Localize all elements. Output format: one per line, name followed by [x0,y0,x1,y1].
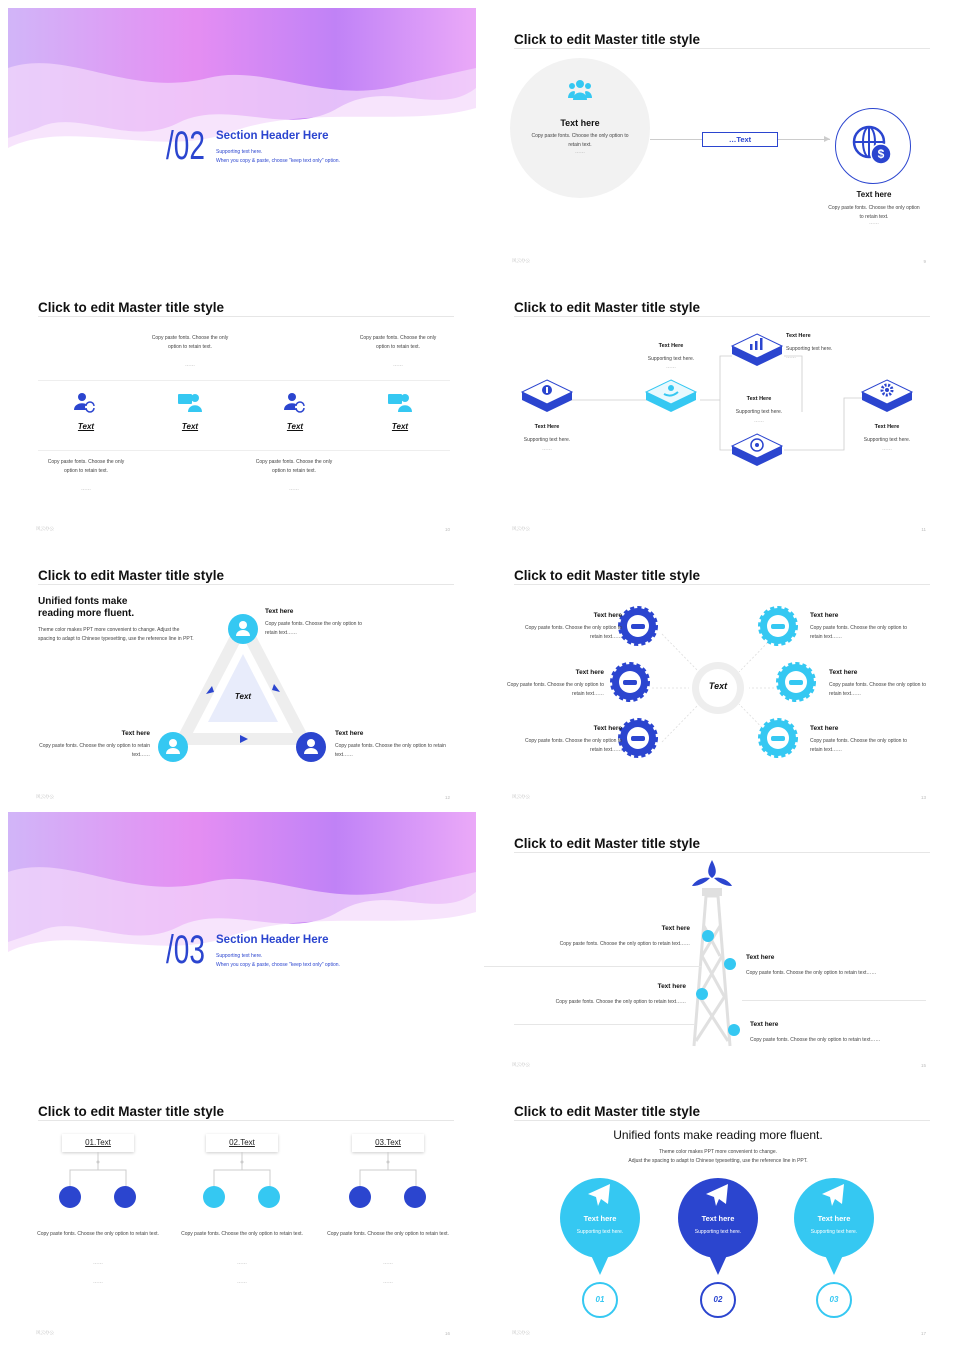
dots: …… [93,1279,103,1285]
left-body: Copy paste fonts. Choose the only option to retain text…… [39,743,150,758]
gear-car-icon [758,606,798,646]
slide-15[interactable] [484,812,952,1076]
step-number: 03 [816,1282,852,1318]
heading: Unified fonts make reading more fluent. [38,596,135,619]
slide-title: Click to edit Master title style [514,836,701,851]
profile-icon [258,1186,280,1208]
globe-dollar-icon [851,124,895,168]
slide-title: Click to edit Master title style [514,300,701,315]
item-label: Text [77,422,95,431]
footer-logo: 风云办公 [512,794,530,799]
page-number: 12 [444,795,450,800]
team-icon [568,78,592,100]
slide-12[interactable] [8,544,476,808]
pin-sub: Supporting text here. [694,1229,742,1235]
user-screen-icon [178,392,202,414]
node3-title: Text Here [786,333,811,339]
pin-sub: Supporting text here. [576,1229,624,1235]
title-rule [514,48,930,49]
profile-icon [114,1186,136,1208]
item-title: Text here [593,612,622,619]
user-screen-icon [388,392,412,414]
right-title: Text here [335,730,364,737]
page-number: 13 [920,795,926,800]
text-box: …Text [702,132,778,147]
item-body: Copy paste fonts. Choose the only option to retain text…… [559,941,690,947]
top-right-body: Copy paste fonts. Choose the only option to retain text. [359,335,437,350]
iso-tile-hand-icon [644,376,698,416]
group-body: Copy paste fonts. Choose the only option to retain text. [327,1231,449,1237]
top-title: Text here [265,608,294,615]
body-text: Theme color makes PPT more convenient to change. Adjust the spacing to adapt to Chinese typesetting, use the reference line in PPT. [38,627,194,642]
item-body: Copy paste fonts. Choose the only option to retain text…… [506,682,604,697]
bottom-left-body: Copy paste fonts. Choose the only option to retain text. [47,459,125,474]
gear-car-icon [776,662,816,702]
dots: …… [383,1260,393,1266]
item-body: Copy paste fonts. Choose the only option to retain text…… [810,738,908,753]
slide-10[interactable] [8,276,476,540]
slide-16[interactable] [8,1080,476,1344]
section-number: /03 [166,928,205,972]
mail-marker-icon [728,1024,740,1036]
node4-sub: Supporting text here. [735,409,783,415]
footer-logo: 风云办公 [36,794,54,799]
gear-car-icon [618,718,658,758]
bottom-right-body: Copy paste fonts. Choose the only option to retain text. [255,459,333,474]
group-label: 03.Text [352,1134,424,1152]
dots: …… [393,362,403,368]
title-rule [38,584,454,585]
node4-title: Text Here [746,396,772,402]
item-title: Text here [810,612,839,619]
mail-marker-icon [702,930,714,942]
slide-title: Click to edit Master title style [514,568,701,583]
footer-logo: 风云办公 [512,258,530,263]
tree-connector [346,1152,430,1188]
mail-marker-icon [724,958,736,970]
item-title: Text here [810,725,839,732]
node5-title: Text Here [874,424,900,430]
supporting-text: Supporting text here. [216,953,263,959]
item-body: Copy paste fonts. Choose the only option to retain text…… [555,999,686,1005]
section-header: Section Header Here [216,130,329,142]
item-title: Text here [750,1021,779,1028]
heading: Unified fonts make reading more fluent. [613,1128,823,1142]
dots: …… [383,1279,393,1285]
item-body: Copy paste fonts. Choose the only option to retain text…… [746,970,877,976]
slide-title: Click to edit Master title style [38,300,225,315]
profile-icon [59,1186,81,1208]
pin-title: Text here [817,1214,851,1223]
rule-bottom [38,450,450,451]
profile-icon [203,1186,225,1208]
section-header: Section Header Here [216,934,329,946]
group-label: 02.Text [206,1134,278,1152]
item-body: Copy paste fonts. Choose the only option to retain text…… [524,625,622,640]
title-rule [514,1120,930,1121]
dots: …… [754,418,764,424]
node3-sub: Supporting text here. [786,346,833,352]
dots: …… [542,446,552,452]
item-body: Copy paste fonts. Choose the only option to retain text…… [810,625,908,640]
right-title: Text here [856,190,892,199]
rule-3 [514,1024,694,1025]
item-title: Text here [829,669,858,676]
paper-plane-icon [706,1184,730,1206]
brush-background [8,812,476,972]
node1-sub: Supporting text here. [523,437,571,443]
dots: …… [237,1260,247,1266]
group-label: 01.Text [62,1134,134,1152]
top-node-circle [228,614,258,644]
slide-9[interactable] [484,8,952,272]
iso-tile-chart-icon [730,330,784,370]
top-left-body: Copy paste fonts. Choose the only option to retain text. [151,335,229,350]
item-title: Text here [593,725,622,732]
footer-logo: 风云办公 [512,1330,530,1335]
top-body: Copy paste fonts. Choose the only option to retain text…… [265,621,363,636]
gear-car-icon [610,662,650,702]
gear-car-icon [618,606,658,646]
item-label: Text [181,422,199,431]
person-icon [158,732,188,762]
brush-background [8,8,476,168]
profile-icon [404,1186,426,1208]
gear-car-icon [758,718,798,758]
page-number: 11 [921,527,926,532]
rule-top [38,380,450,381]
node2-title: Text Here [658,343,684,349]
slide-title: Click to edit Master title style [514,32,701,47]
tree-connector [56,1152,140,1188]
page-number: 10 [444,527,450,532]
center-gear-label: Text [708,681,728,691]
right-dots: …… [869,220,879,226]
person-icon [296,732,326,762]
left-node-circle [158,732,188,762]
svg-text:$: $ [877,147,885,161]
slide-11[interactable] [484,276,952,540]
step-number: 01 [582,1282,618,1318]
left-dots: …… [575,149,585,155]
footer-logo: 风云办公 [36,1330,54,1335]
item-title: Text here [746,954,775,961]
title-rule [38,316,454,317]
node1-title: Text Here [534,424,560,430]
paper-plane-icon [588,1184,612,1206]
section-number: /02 [166,124,205,168]
left-body: Copy paste fonts. Choose the only option to retain text. [531,133,629,148]
item-title: Text here [661,925,690,932]
supporting-text-2: When you copy & paste, choose "keep text only" option. [216,962,340,968]
slide-section-03[interactable] [8,812,476,1076]
slide-title: Click to edit Master title style [514,1104,701,1119]
item-label: Text [286,422,304,431]
pin-sub: Supporting text here. [810,1229,858,1235]
iso-tile-person-icon [520,376,574,416]
paper-plane-icon [822,1184,846,1206]
pin-title: Text here [701,1214,735,1223]
page-number: 17 [920,1331,926,1336]
group-body: Copy paste fonts. Choose the only option to retain text. [181,1231,303,1237]
group-body: Copy paste fonts. Choose the only option to retain text. [37,1231,159,1237]
footer-logo: 风云办公 [512,526,530,531]
left-title: Text here [560,118,600,128]
left-title: Text here [121,730,150,737]
person-icon [228,614,258,644]
step-number: 02 [700,1282,736,1318]
footer-logo: 风云办公 [512,1062,530,1067]
right-body: Copy paste fonts. Choose the only option to retain text…… [335,743,446,758]
item-title: Text here [575,669,604,676]
slide-section-02[interactable] [8,8,476,272]
rule-2 [742,1000,926,1001]
dots: …… [93,1260,103,1266]
user-sync-icon [74,392,96,414]
triangle-center-label: Text [234,692,252,701]
right-node-circle [296,732,326,762]
node5-sub: Supporting text here. [863,437,911,443]
dots: …… [81,486,91,492]
item-title: Text here [657,983,686,990]
dots: …… [289,486,299,492]
flow-connectors [484,316,952,516]
arrow-head [824,136,830,142]
pin-title: Text here [583,1214,617,1223]
page-number: 9 [923,259,926,264]
supporting-text-2: When you copy & paste, choose "keep text only" option. [216,158,340,164]
title-rule [514,852,930,853]
title-rule [38,1120,454,1121]
item-body: Copy paste fonts. Choose the only option to retain text…… [524,738,622,753]
right-body: Copy paste fonts. Choose the only option to retain text. [828,205,920,220]
dots: …… [786,354,796,360]
slide-title: Click to edit Master title style [38,568,225,583]
dots: …… [882,446,892,452]
user-sync-icon [284,392,306,414]
line-2: Adjust the spacing to adapt to Chinese typesetting, use the reference line in PPT. [628,1158,808,1164]
slide-title: Click to edit Master title style [38,1104,225,1119]
item-body: Copy paste fonts. Choose the only option to retain text…… [829,682,927,697]
mail-marker-icon [696,988,708,1000]
node2-sub: Supporting text here. [647,356,695,362]
item-label: Text [391,422,409,431]
rule-1 [484,966,702,967]
page-number: 16 [444,1331,450,1336]
iso-tile-target-icon [730,430,784,470]
item-body: Copy paste fonts. Choose the only option to retain text…… [750,1037,881,1043]
line-1: Theme color makes PPT more convenient to change. [658,1149,778,1155]
profile-icon [349,1186,371,1208]
iso-tile-gear-icon [860,376,914,416]
page-number: 15 [920,1063,926,1068]
slide-17[interactable] [484,1080,952,1344]
supporting-text: Supporting text here. [216,149,263,155]
dots: …… [666,364,676,370]
tree-connector [200,1152,284,1188]
dots: …… [185,362,195,368]
slide-13[interactable] [484,544,952,808]
dots: …… [237,1279,247,1285]
footer-logo: 风云办公 [36,526,54,531]
